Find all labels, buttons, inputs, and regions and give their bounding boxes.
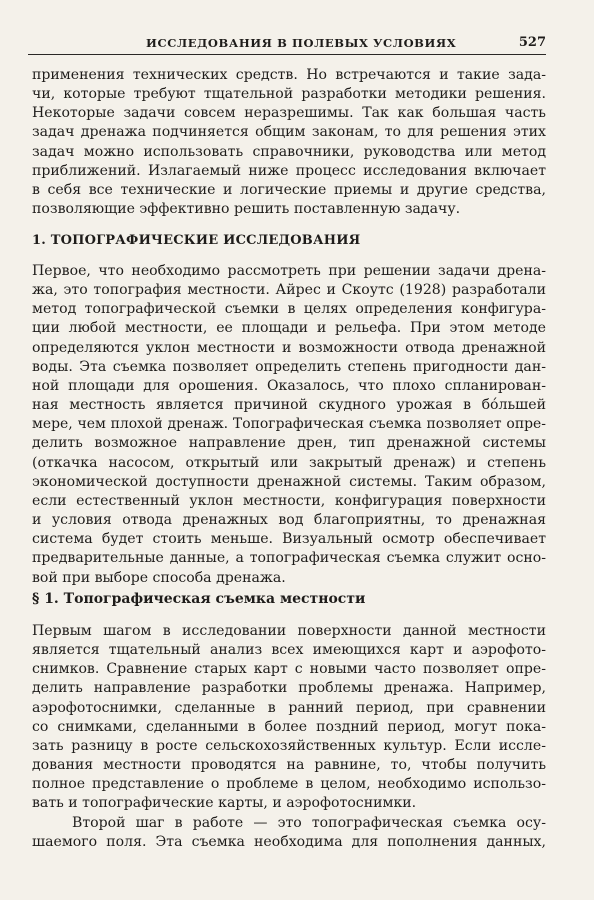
text-line: полное представление о проблеме в целом, необходимо использо- [32, 776, 546, 793]
text-line: задач можно использовать справочники, руководства или метод [32, 143, 546, 160]
text-line: предварительные данные, а топографическая съемка служит осно- [32, 550, 546, 567]
text-line: ции любой местности, ее площади и рельефа. При этом методе [32, 320, 546, 337]
paragraph-survey [32, 622, 546, 852]
text-line: экономической доступности дренажной системы. Таким образом, [32, 473, 546, 490]
text-line: если естественный уклон местности, конфигурация поверхности [32, 492, 546, 509]
text-line: жа, это топография местности. Айрес и Скоутс (1928) разработали [32, 282, 546, 299]
text-line: Первым шагом в исследовании поверхности данной местности [32, 623, 546, 639]
text-line: приближений. Излагаемый ниже процесс исследования включает [32, 162, 546, 179]
text-line: является тщательный анализ всех имеющихся карт и аэрофото- [32, 642, 546, 659]
text-line: Некоторые задачи совсем неразрешимы. Так как большая часть [32, 105, 546, 122]
text-line: определяются уклон местности и возможности отвода дренажной [32, 339, 546, 356]
section-heading: 1. ТОПОГРАФИЧЕСКИЕ ИССЛЕДОВАНИЯ [32, 233, 361, 248]
paragraph-topography [32, 262, 546, 588]
text-line: вой при выборе способа дренажа. [32, 569, 286, 586]
text-line: воды. Эта съемка позволяет определить степень пригодности дан- [32, 358, 546, 375]
page-number: 527 [518, 35, 546, 50]
text-line: применения технических средств. Но встречаются и такие зада- [32, 67, 546, 83]
paragraph-intro [32, 66, 546, 219]
text-line: аэрофотоснимки, сделанные в ранний период, при сравнении [32, 699, 546, 716]
text-line: Второй шаг в работе — это топографическая съемка осу- [72, 814, 546, 831]
text-line: метод топографической съемки в целях определения конфигура- [32, 301, 546, 318]
text-line: система будет стоить меньше. Визуальный осмотр обеспечивает [32, 531, 546, 548]
text-line: ной площади для орошения. Оказалось, что плохо спланирован- [32, 377, 546, 394]
text-line: снимков. Сравнение старых карт с новыми часто позволяет опре- [32, 661, 546, 678]
text-line: чи, которые требуют тщательной разработки методики решения. [32, 86, 546, 103]
text-line: ная местность является причиной скудного урожая в бóльшей [32, 397, 546, 414]
running-head [28, 36, 546, 55]
text-line: дования местности проводятся на равнине, то, чтобы получить [32, 757, 546, 774]
text-line: зать разницу в росте сельскохозяйственных культур. Если иссле- [32, 737, 546, 754]
text-line: задач дренажа подчиняется общим законам, то для решения этих [32, 124, 546, 141]
text-line: шаемого поля. Эта съемка необходима для пополнения данных, [32, 833, 546, 850]
text-line: и условия отвода дренажных вод благоприятны, то дренажная [32, 512, 546, 529]
subsection-heading: § 1. Топографическая съемка местности [32, 591, 366, 607]
text-line: мере, чем плохой дренаж. Топографическая съемка позволяет опре- [32, 416, 546, 433]
text-line: делить направление разработки проблемы дренажа. Например, [32, 680, 546, 697]
text-line: в себя все технические и логические приемы и другие средства, [32, 181, 546, 198]
text-line: делить возможное направление дрен, тип дренажной системы [32, 435, 546, 452]
text-line: (откачка насосом, открытый или закрытый дренаж) и степень [32, 454, 546, 471]
text-line: вать и топографические карты, и аэрофотоснимки. [32, 795, 417, 812]
text-line: позволяющие эффективно решить поставленную задачу. [32, 201, 461, 218]
text-line: со снимками, сделанными в более поздний период, могут пока- [32, 718, 546, 735]
text-line: Первое, что необходимо рассмотреть при решении задачи дрена- [32, 263, 546, 279]
running-title: ИССЛЕДОВАНИЯ В ПОЛЕВЫХ УСЛОВИЯХ [146, 36, 457, 50]
